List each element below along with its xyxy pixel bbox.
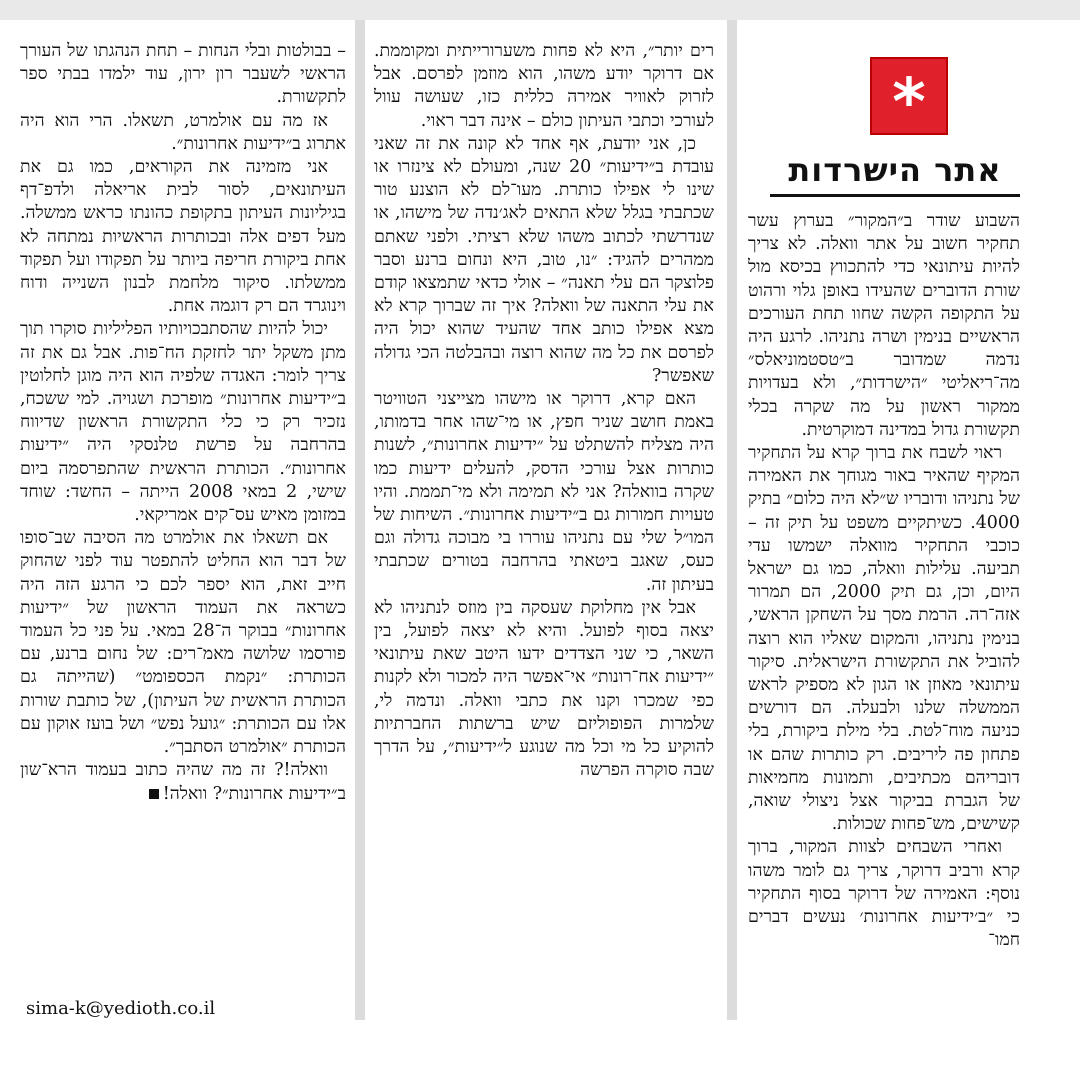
paragraph: יכול להיות שהסתבכויותיו הפליליות סוקרו תוך מתן משקל יתר לחזקת הח־פות. אבל גם את זה צריך לומר: האגדה שלפיה הוא היה מוגן לחלוטין ב״ידיעות אחרונות״ מופרכת ושגויה. למי ששכח, נזכיר רק כי כלי התקשורת הראשון שדיווח בהרחבה על פרשת טלנסקי היה ״ידיעות אחרונות״. הכותרת הראשית שהתפרסמה ביום שישי, 2 במאי 2008 הייתה – החשד: שוחד במזומן מאיש עס־קים אמריקאי.	[20, 319, 346, 526]
paragraph: אז מה עם אולמרט, תשאלו. הרי הוא היה אתרוג ב״ידיעות אחרונות״.	[20, 110, 346, 154]
paragraph: אבל אין מחלוקת שעסקה בין מוזס לנתניהו לא יצאה בסוף לפועל. והיא לא יצאה לפועל, בין השאר, כי שני הצדדים ידעו היטב שאת עיתונאי ״ידיעות אח־רונות״ אי־אפשר היה למכור ולא לקנות כפי שמכרו וקנו את כתבי וואלה. ונדמה לי, שלמרות הפופוליזם שיש ברשתות החברתיות להוקיע כל מי וכל מה שנוגע ל״ידיעות״, על הדרך שבה סוקרה הפרשה	[374, 597, 714, 781]
article-column-right	[748, 210, 1020, 1020]
paragraph: רים יותר״, היא לא פחות משערורייתית ומקוממת. אם דרוקר יודע משהו, הוא מוזמן לפרסם. אבל לזרוק לאוויר אמירה כללית כזו, שעושה עוול לעורכי וכתבי העיתון כולם – אינה דבר ראוי.	[374, 41, 714, 131]
column-divider	[727, 20, 737, 1020]
column-divider	[355, 20, 365, 1020]
paragraph: אם תשאלו את אולמרט מה הסיבה שב־סופו של דבר הוא החליט להתפטר עוד לפני שהחוק חייב זאת, הוא יספר לכם כי הרגע הזה היה כשראה את העמוד הראשון של ״ידיעות אחרונות״ בבוקר ה־28 במאי. על פני כל העמוד פורסמו שלושה מאמ־רים: של נחום ברנע, עם הכותרת: ״נקמת הכספומט״ (שהייתה גם הכותרת הראשית של העיתון), של כותבת שורות אלו עם הכותרת: ״גועל נפש״ ושל בועז אוקון עם הכותרת ״אולמרט הסתבך״.	[20, 528, 346, 758]
paragraph: – בבולטות ובלי הנחות – תחת הנהגתו של העורך הראשי לשעבר רון ירון, עוד ילמדו בבתי ספר לתקשורת.	[20, 41, 346, 108]
paragraph: האם קרא, דרוקר או מישהו מצייצני הטוויטר באמת חושב שניר חפץ, או מי־שהו אחר בדמותו, היה מצליח להשתלט על ״ידיעות אחרונות״, לשנות כותרות אצל עורכי הדסק, להעלים ידיעות כמו שקרה בוואלה? אני לא תמימה ולא מי־תממת. והיו טעויות חמורות גם ב״ידיעות אחרונות״. השיחות של המו״ל שלי עם נתניהו עוררו בי מבוכה גדולה וגם כעס, שאגב ביטאתי בהרחבה בטורים שכתבתי בעיתון זה.	[374, 389, 714, 595]
newspaper-page	[0, 20, 1080, 1020]
paragraph: ואחרי השבחים לצוות המקור, ברוך קרא ורביב דרוקר, צריך גם לומר משהו נוסף: האמירה של דרוקר בסוף התחקיר כי ״ב׳ידיעות אחרונות׳ נעשים דברים חמו־	[748, 837, 1020, 951]
paragraph: כן, אני יודעת, אף אחד לא קונה את זה שאני עובדת ב״ידיעות״ 20 שנה, ומעולם לא צינזרו או שינו לי אפילו כותרת. מעו־לם לא הוצנע טור שכתבתי בגלל שלא התאים לאג׳נדה של מישהו, או שנדרשתי לכתוב משהו שלא רציתי. ולפני שאתם ממהרים להגיד: ״נו, טוב, היא ונחום ברנע וסבר פלוצקר הם עלי תאנה״ – אולי כדאי שתמצאו קודם את עלי התאנה של וואלה? איך זה שברוך קרא לא מצא אפילו כותב אחד שהעיד שהוא יכול היה לפרסם את כל מה שהוא רוצה ובהבלטה הכי גדולה שאפשר?	[374, 133, 714, 386]
paragraph: ראוי לשבח את ברוך קרא על התחקיר המקיף שהאיר באור מגוחך את האמירה של נתניהו ודובריו ש״לא היה כלום״ בתיק 4000. כשיתקיים משפט על תיק זה – כוכבי התחקיר מוואלה ישמשו עדי תביעה. עלילות וואלה, כמו גם ישראל היום, וכן, גם תיק 2000, הם תמרור אזה־רה. הרמת מסך על השחקן הראשי, בנימין נתניהו, והמקום שאליו הוא רוצה להוביל את התקשורת הישראלית. סיקור עיתונאי מאוזן או הגון לא מספיק לראש הממשלה שלנו ולבעלה. הם דורשים כניעה מוח־לטת. בלי מילת ביקורת, בלי פתחון פה ליריבים. רק כותרות שהם או דובריהם מכתיבים, ותמונות מחמיאות של הגברת בביקור אצל ניצולי שואה, קשישים, מש־פחות שכולות.	[748, 443, 1020, 835]
paragraph-final	[20, 759, 346, 805]
paragraph: אני מזמינה את הקוראים, כמו גם את העיתונאים, לסור לבית אריאלה ולדפ־דף בגיליונות העיתון בתקופת כהונתו כראש ממשלה. מעל דפים אלה ובכותרות הראשיות נמתחה לא אחת ביקורת חריפה ביותר על תפקודו ועל תפקוד ממשלתו. סיקור מלחמת לבנון השנייה ודוח וינוגרד הם רק דוגמה אחת.	[20, 157, 346, 317]
end-mark-icon	[149, 789, 159, 799]
paragraph: השבוע שודר ב״המקור״ בערוץ עשר תחקיר חשוב על אתר וואלה. לא צריך להיות עיתונאי כדי להתכווץ בכיסא מול שורת הדוברים שהעידו באופן גלוי ורהוט על התקופה הקשה שחוו תחת העורכים הראשיים בנימין ושרה נתניהו. לרגע היה נדמה שמדובר ב״טסטמוניאלס״ מה־ריאליטי ״הישרדות״, ולא בעדויות ממקור ראשון על מה שקרה בכלי תקשורת גדול במדינה דמוקרטית.	[748, 211, 1020, 440]
section-badge	[870, 57, 948, 140]
article-column-left	[20, 40, 346, 1020]
asterisk-icon: *	[892, 66, 926, 140]
article-column-middle	[374, 40, 714, 1020]
author-email[interactable]: sima-k@yedioth.co.il	[26, 998, 216, 1019]
closing-line: וואלה!? זה מה שהיה כתוב בעמוד הרא־שון ב״ידיעות אחרונות״? וואלה!	[20, 760, 346, 804]
column-title: אתר הישרדות	[770, 150, 1020, 197]
top-strip	[0, 0, 1080, 20]
